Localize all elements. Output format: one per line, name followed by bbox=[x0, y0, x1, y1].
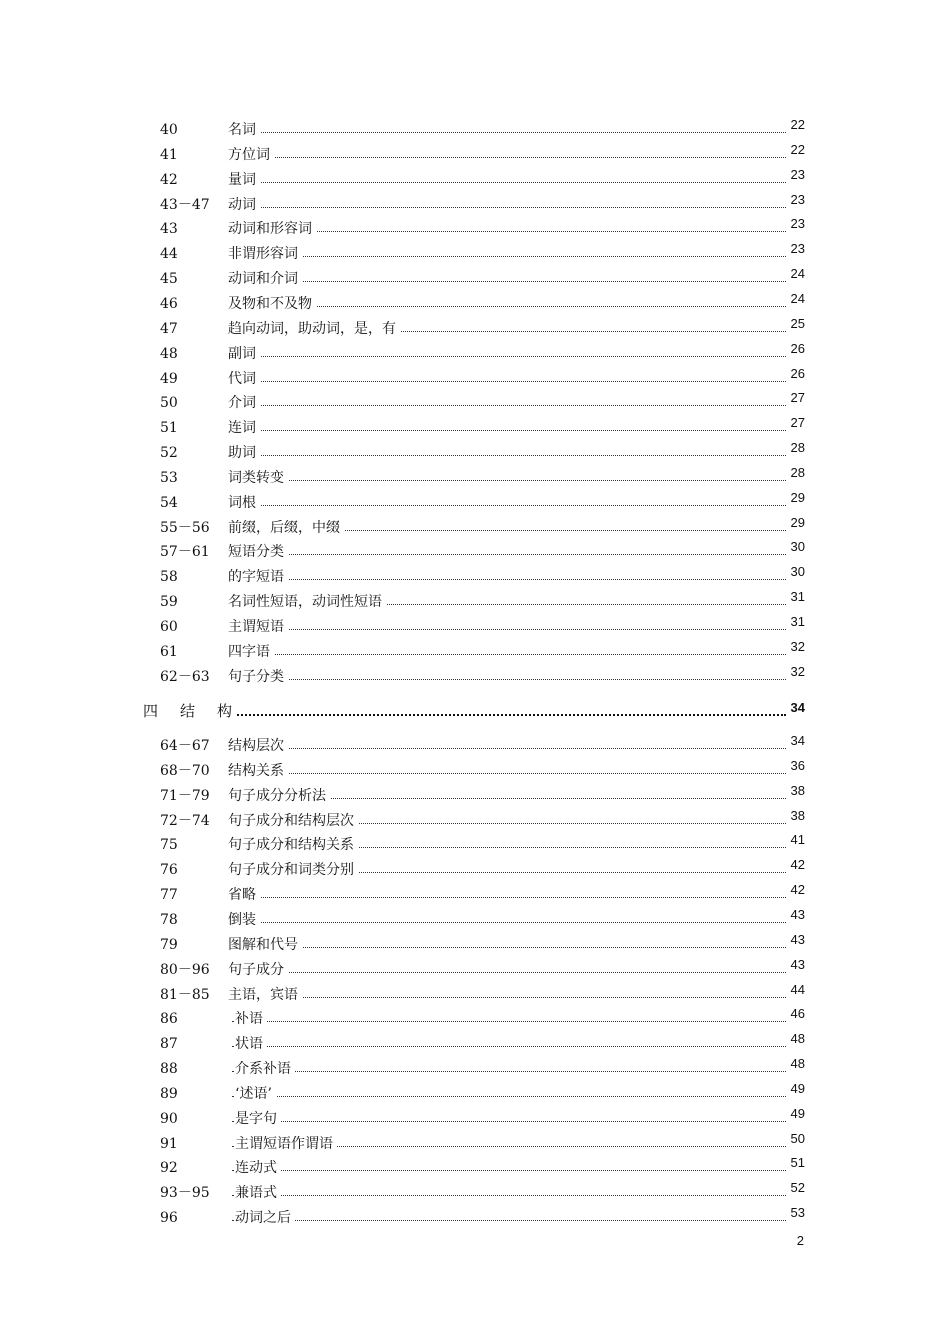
toc-entry-number: 72－74 bbox=[160, 812, 210, 829]
toc-entry[interactable] bbox=[0, 757, 950, 782]
dot-leader bbox=[232, 1046, 786, 1047]
toc-entry-title: 句子成分 bbox=[228, 959, 288, 981]
toc-entry-title: 名词 bbox=[228, 119, 260, 141]
dot-leader bbox=[232, 654, 786, 655]
toc-entry-number: 46 bbox=[160, 295, 178, 312]
dot-leader bbox=[232, 554, 786, 555]
toc-entry-number: 45 bbox=[160, 271, 178, 288]
toc-entry-number: 58 bbox=[160, 569, 178, 586]
toc-entry-title: 句子分类 bbox=[228, 666, 288, 688]
toc-entry[interactable] bbox=[0, 956, 950, 981]
toc-entry-page: 24 bbox=[789, 263, 805, 285]
toc-entry-page: 32 bbox=[789, 636, 805, 658]
dot-leader bbox=[232, 1121, 786, 1122]
toc-entry-number: 43 bbox=[160, 221, 178, 238]
toc-entry[interactable] bbox=[0, 365, 950, 390]
toc-entry-number: 48 bbox=[160, 345, 178, 362]
dot-leader bbox=[232, 405, 786, 406]
toc-entry-title: 兼语式 bbox=[235, 1182, 281, 1204]
toc-entry-title: 连动式 bbox=[235, 1157, 281, 1179]
toc-entry-title: 主语，宾语 bbox=[228, 984, 302, 1006]
toc-entry-number: 89 bbox=[160, 1085, 178, 1102]
toc-entry-title: 是字句 bbox=[235, 1108, 281, 1130]
dot-leader bbox=[232, 773, 786, 774]
toc-entry-number: 61 bbox=[160, 643, 178, 660]
toc-entry-page: 23 bbox=[789, 213, 805, 235]
toc-entry-page: 49 bbox=[789, 1103, 805, 1125]
toc-entry-page: 28 bbox=[789, 437, 805, 459]
toc-entry-title: 倒装 bbox=[228, 909, 260, 931]
toc-entry-page: 38 bbox=[789, 780, 805, 802]
toc-entry-page: 31 bbox=[789, 611, 805, 633]
toc-entry[interactable] bbox=[0, 166, 950, 191]
toc-entry-number: 42 bbox=[160, 171, 178, 188]
toc-entry-title: 词根 bbox=[228, 492, 260, 514]
toc-entry[interactable] bbox=[0, 464, 950, 489]
toc-entry-number: 91 bbox=[160, 1135, 178, 1152]
toc-entry-number: 80－96 bbox=[160, 961, 210, 978]
toc-entry-title: 动词和介词 bbox=[228, 268, 302, 290]
dot-leader bbox=[232, 922, 786, 923]
toc-entry-page: 22 bbox=[789, 139, 805, 161]
dot-leader bbox=[232, 182, 786, 183]
toc-entry-title: 代词 bbox=[228, 368, 260, 390]
toc-entry-page: 31 bbox=[789, 586, 805, 608]
toc-entry-page: 32 bbox=[789, 661, 805, 683]
toc-entry-number: 92 bbox=[160, 1160, 178, 1177]
toc-entry-title: 趋向动词，助动词，是，有 bbox=[228, 318, 400, 340]
toc-entry-number: 86 bbox=[160, 1011, 178, 1028]
toc-entry-title: ‘述语’ bbox=[235, 1083, 276, 1105]
toc-entry-title: 量词 bbox=[228, 169, 260, 191]
toc-entry-title: 的字短语 bbox=[228, 566, 288, 588]
toc-entry[interactable] bbox=[0, 514, 950, 539]
toc-entry-number: 41 bbox=[160, 146, 178, 163]
toc-entry-page: 43 bbox=[789, 904, 805, 926]
toc-entry[interactable] bbox=[0, 489, 950, 514]
toc-entry-title: 名词性短语，动词性短语 bbox=[228, 591, 386, 613]
toc-entry-page: 25 bbox=[789, 313, 805, 335]
toc-entry-page: 48 bbox=[789, 1028, 805, 1050]
toc-entry-title: 四字语 bbox=[228, 641, 274, 663]
toc-entry-number: 59 bbox=[160, 594, 178, 611]
toc-entry[interactable] bbox=[0, 782, 950, 807]
toc-entry-page: 44 bbox=[789, 979, 805, 1001]
toc-entry-page: 28 bbox=[789, 462, 805, 484]
toc-entry-title: 主谓短语作谓语 bbox=[235, 1133, 337, 1155]
toc-entry-page: 46 bbox=[789, 1003, 805, 1025]
dot-leader bbox=[232, 430, 786, 431]
toc-entry-page: 42 bbox=[789, 854, 805, 876]
toc-entry-page: 41 bbox=[789, 829, 805, 851]
toc-section-heading[interactable] bbox=[0, 699, 950, 723]
toc-entry[interactable] bbox=[0, 906, 950, 931]
toc-entry-page: 36 bbox=[789, 755, 805, 777]
toc-entry-number: 93－95 bbox=[160, 1185, 210, 1202]
toc-entry-title: 介词 bbox=[228, 392, 260, 414]
dot-leader bbox=[232, 629, 786, 630]
toc-entry-page: 23 bbox=[789, 238, 805, 260]
toc-entry-title: 图解和代号 bbox=[228, 934, 302, 956]
toc-entry[interactable] bbox=[0, 859, 950, 881]
toc-entry-number: 55－56 bbox=[160, 519, 210, 536]
toc-entry-number: 68－70 bbox=[160, 762, 210, 779]
toc-entry[interactable] bbox=[0, 392, 950, 414]
toc-entry-number: 81－85 bbox=[160, 986, 210, 1003]
toc-entry-number: 53 bbox=[160, 469, 178, 486]
dot-leader bbox=[232, 1220, 786, 1221]
toc-entry-number: 78 bbox=[160, 911, 178, 928]
toc-entry-page: 43 bbox=[789, 954, 805, 976]
toc-entry-title: 动词 bbox=[228, 194, 260, 216]
toc-entry-page: 26 bbox=[789, 363, 805, 385]
toc-entry-page: 29 bbox=[789, 487, 805, 509]
toc-entry-page: 29 bbox=[789, 512, 805, 534]
dot-leader bbox=[232, 381, 786, 382]
toc-entry[interactable] bbox=[0, 1182, 950, 1204]
dot-leader bbox=[232, 1096, 786, 1097]
toc-entry-page: 50 bbox=[789, 1128, 805, 1150]
toc-entry[interactable] bbox=[0, 191, 950, 216]
toc-entry-title: 短语分类 bbox=[228, 541, 288, 563]
dot-leader bbox=[232, 679, 786, 680]
toc-entry-title: 连词 bbox=[228, 417, 260, 439]
toc-entry-number: 49 bbox=[160, 370, 178, 387]
dot-leader bbox=[232, 356, 786, 357]
toc-entry[interactable] bbox=[0, 340, 950, 365]
section-title-char: 构 bbox=[217, 702, 233, 720]
dot-leader bbox=[232, 281, 786, 282]
toc-entry[interactable] bbox=[0, 315, 950, 340]
toc-entry-page: 30 bbox=[789, 536, 805, 558]
toc-entry-title: 动词和形容词 bbox=[228, 218, 316, 240]
dot-leader bbox=[232, 997, 786, 998]
toc-entry-page: 49 bbox=[789, 1078, 805, 1100]
section-title bbox=[143, 699, 235, 723]
toc-entry-number: 90 bbox=[160, 1110, 178, 1127]
toc-entry-title: 状语 bbox=[235, 1033, 267, 1055]
toc-entry-title: 句子成分分析法 bbox=[228, 785, 330, 807]
toc-entry[interactable] bbox=[0, 884, 950, 906]
toc-entry-number: 43－47 bbox=[160, 196, 210, 213]
toc-entry[interactable] bbox=[0, 1157, 950, 1179]
dot-leader bbox=[232, 207, 786, 208]
toc-entry-number: 57－61 bbox=[160, 544, 210, 561]
toc-entry-page: 34 bbox=[789, 730, 805, 752]
toc-entry-page: 38 bbox=[789, 805, 805, 827]
toc-entry[interactable] bbox=[0, 807, 950, 832]
toc-entry[interactable] bbox=[0, 1207, 950, 1229]
dot-leader bbox=[232, 505, 786, 506]
toc-entry-number: 76 bbox=[160, 862, 178, 879]
toc-entry-title: 介系补语 bbox=[235, 1058, 295, 1080]
toc-entry-title: 非谓形容词 bbox=[228, 243, 302, 265]
toc-entry-page: 23 bbox=[789, 189, 805, 211]
toc-entry[interactable] bbox=[0, 1080, 950, 1105]
toc-entry[interactable] bbox=[0, 442, 950, 464]
toc-entry[interactable] bbox=[0, 981, 950, 1006]
toc-entry-page: 26 bbox=[789, 338, 805, 360]
toc-entry[interactable] bbox=[0, 290, 950, 315]
toc-entry[interactable] bbox=[0, 119, 950, 141]
toc-entry-title: 句子成分和结构关系 bbox=[228, 834, 358, 856]
toc-entry-page: 27 bbox=[789, 387, 805, 409]
toc-entry[interactable] bbox=[0, 591, 950, 613]
toc-entry[interactable] bbox=[0, 541, 950, 563]
dot-leader bbox=[232, 1021, 786, 1022]
toc-entry[interactable] bbox=[0, 141, 950, 166]
toc-entry-page: 22 bbox=[789, 114, 805, 136]
toc-entry-number: 79 bbox=[160, 936, 178, 953]
toc-entry-title: 动词之后 bbox=[235, 1207, 295, 1229]
dot-leader bbox=[232, 256, 786, 257]
toc-entry[interactable] bbox=[0, 1130, 950, 1155]
toc-entry-number: 77 bbox=[160, 887, 178, 904]
toc-entry[interactable] bbox=[0, 417, 950, 439]
toc-entry[interactable] bbox=[0, 566, 950, 588]
toc-entry[interactable] bbox=[0, 1033, 950, 1055]
toc-entry-title: 补语 bbox=[235, 1008, 267, 1030]
toc-entry-page: 52 bbox=[789, 1177, 805, 1199]
toc-entry[interactable] bbox=[0, 663, 950, 688]
toc-entry-number: 71－79 bbox=[160, 787, 210, 804]
dot-leader bbox=[232, 1195, 786, 1196]
dot-leader bbox=[232, 132, 786, 133]
toc-entry[interactable] bbox=[0, 243, 950, 265]
dot-leader bbox=[232, 1170, 786, 1171]
toc-entry-title: 结构层次 bbox=[228, 735, 288, 757]
toc-entry-page: 51 bbox=[789, 1152, 805, 1174]
toc-entry-title: 前缀，后缀，中缀 bbox=[228, 517, 344, 539]
dot-leader bbox=[232, 947, 786, 948]
dot-leader bbox=[232, 897, 786, 898]
toc-entry-number: 62－63 bbox=[160, 668, 210, 685]
toc-entry[interactable] bbox=[0, 834, 950, 856]
toc-entry[interactable] bbox=[0, 1105, 950, 1130]
toc-entry-page: 42 bbox=[789, 879, 805, 901]
section-title-char: 四 bbox=[143, 702, 159, 720]
toc-entry-title: 方位词 bbox=[228, 144, 274, 166]
toc-entry-number: 52 bbox=[160, 445, 178, 462]
toc-entry[interactable] bbox=[0, 735, 950, 757]
toc-entry-number: 60 bbox=[160, 619, 178, 635]
toc-entry[interactable] bbox=[0, 616, 950, 638]
dot-leader bbox=[230, 714, 786, 716]
toc-entry-title: 句子成分和结构层次 bbox=[228, 810, 358, 832]
toc-entry[interactable] bbox=[0, 1058, 950, 1080]
toc-entry-number: 96 bbox=[160, 1210, 178, 1227]
section-page-number: 34 bbox=[789, 696, 805, 720]
toc-entry-page: 53 bbox=[789, 1202, 805, 1224]
toc-entry-page: 43 bbox=[789, 929, 805, 951]
toc-entry-number: 50 bbox=[160, 395, 178, 412]
toc-entry-title: 省略 bbox=[228, 884, 260, 906]
toc-entry-page: 27 bbox=[789, 412, 805, 434]
toc-entry[interactable] bbox=[0, 638, 950, 663]
dot-leader bbox=[232, 748, 786, 749]
toc-entry-number: 75 bbox=[160, 837, 178, 854]
toc-entry-number: 44 bbox=[160, 246, 178, 263]
toc-entry-number: 64－67 bbox=[160, 738, 210, 754]
toc-entry-number: 88 bbox=[160, 1061, 178, 1078]
toc-entry-title: 主谓短语 bbox=[228, 616, 288, 638]
toc-entry-title: 词类转变 bbox=[228, 467, 288, 489]
toc-entry-title: 助词 bbox=[228, 442, 260, 464]
toc-entry-number: 51 bbox=[160, 420, 178, 437]
dot-leader bbox=[232, 455, 786, 456]
toc-entry-page: 23 bbox=[789, 164, 805, 186]
page-number: 2 bbox=[796, 1233, 804, 1248]
toc-entry-page: 30 bbox=[789, 561, 805, 583]
toc-entry-number: 47 bbox=[160, 320, 178, 337]
toc-entry[interactable] bbox=[0, 268, 950, 290]
toc-entry-title: 及物和不及物 bbox=[228, 293, 316, 315]
section-title-char: 结 bbox=[180, 702, 196, 720]
toc-entry[interactable] bbox=[0, 1008, 950, 1030]
dot-leader bbox=[232, 972, 786, 973]
toc-entry-title: 句子成分和词类分别 bbox=[228, 859, 358, 881]
dot-leader bbox=[232, 157, 786, 158]
toc-entry-title: 副词 bbox=[228, 343, 260, 365]
toc-entry-number: 54 bbox=[160, 494, 178, 511]
dot-leader bbox=[232, 579, 786, 580]
toc-entry[interactable] bbox=[0, 931, 950, 956]
toc-entry-number: 87 bbox=[160, 1036, 178, 1053]
dot-leader bbox=[232, 480, 786, 481]
toc-entry[interactable] bbox=[0, 218, 950, 240]
toc-entry-title: 结构关系 bbox=[228, 760, 288, 782]
toc-entry-page: 24 bbox=[789, 288, 805, 310]
dot-leader bbox=[232, 1071, 786, 1072]
toc-entry-number: 40 bbox=[160, 122, 178, 138]
toc-entry-page: 48 bbox=[789, 1053, 805, 1075]
